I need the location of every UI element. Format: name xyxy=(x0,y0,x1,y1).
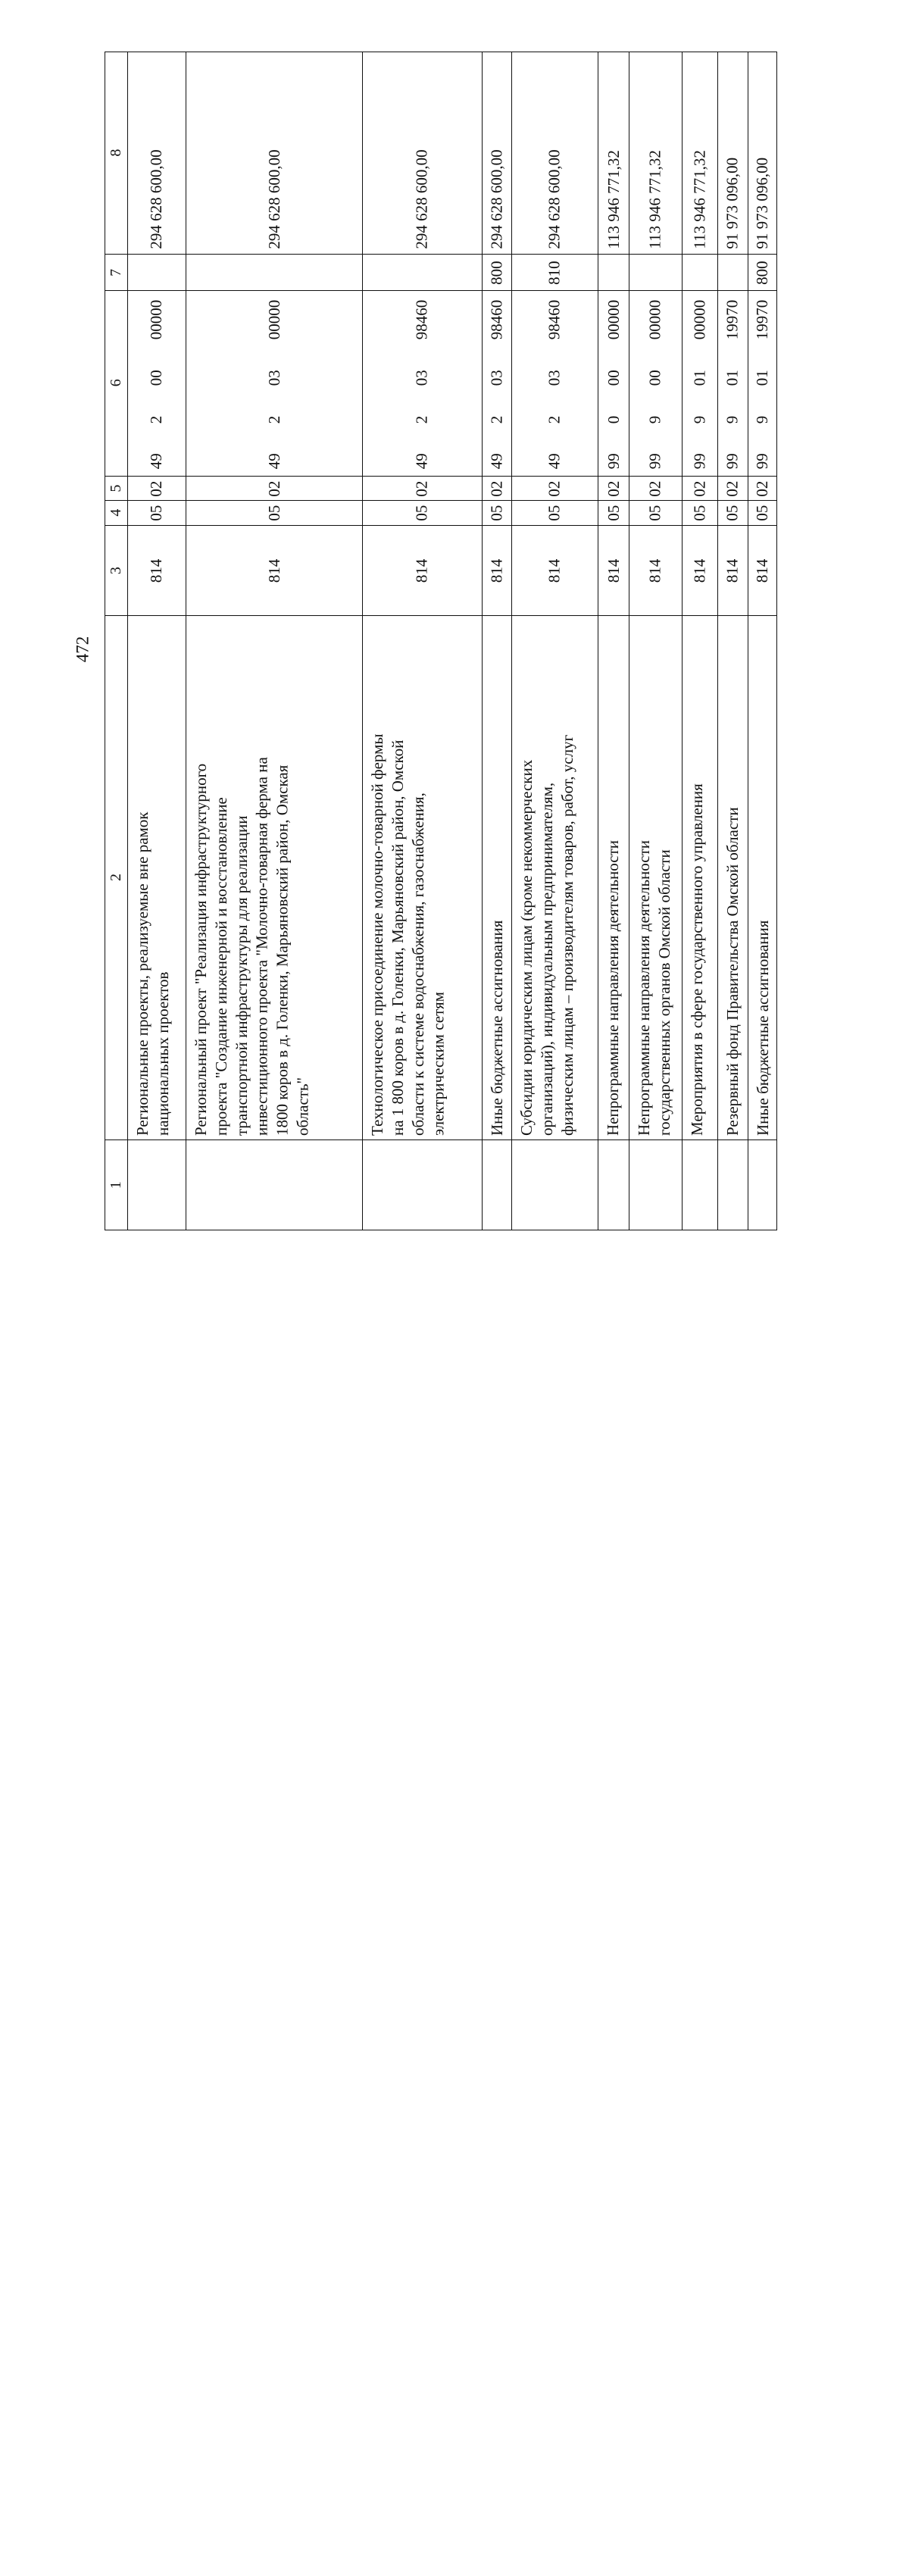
code-value: 814 xyxy=(413,558,432,583)
row-text-line: Иные бюджетные ассигнования xyxy=(753,920,772,1136)
code-value: 814 xyxy=(723,558,742,583)
row-0-col-5 xyxy=(128,476,186,501)
row-8-col-6 xyxy=(718,291,748,476)
row-5-col-3 xyxy=(598,525,629,615)
header-label: 2 xyxy=(108,874,125,882)
code-value: 05 xyxy=(646,505,665,521)
row-text-line: государственных органов Омской области xyxy=(655,849,674,1136)
header-cell-7 xyxy=(105,254,128,291)
classifier-segment: 00000 xyxy=(264,300,283,340)
code-value: 814 xyxy=(147,558,166,583)
header-cell-2 xyxy=(105,615,128,1140)
amount-value: 294 628 600,00 xyxy=(545,149,564,249)
header-cell-1 xyxy=(105,1140,128,1230)
row-3-col-1 xyxy=(482,1140,511,1230)
row-7-col-1 xyxy=(682,1140,717,1230)
classifier-segment: 9 xyxy=(646,415,665,424)
classifier-segment: 2 xyxy=(545,415,564,424)
classifier-segment: 49 xyxy=(413,453,432,470)
row-8-col-5 xyxy=(718,476,748,501)
row-3-col-3 xyxy=(482,525,511,615)
row-2-col-7 xyxy=(363,254,482,291)
row-2-col-1 xyxy=(363,1140,482,1230)
row-5-col-1 xyxy=(598,1140,629,1230)
classifier-segment: 01 xyxy=(752,370,771,386)
row-4-col-5 xyxy=(512,476,598,501)
classifier-segment: 19970 xyxy=(723,300,742,340)
classifier-segment: 00 xyxy=(147,370,166,386)
code-value: 02 xyxy=(604,480,623,496)
row-1-col-1 xyxy=(186,1140,363,1230)
row-2-col-6 xyxy=(363,291,482,476)
code-value: 05 xyxy=(413,505,432,521)
row-6-col-6 xyxy=(629,291,682,476)
classifier-segment: 00000 xyxy=(604,300,623,340)
row-2-col-3 xyxy=(363,525,482,615)
row-1-col-5 xyxy=(186,476,363,501)
classifier-segment: 01 xyxy=(723,370,742,386)
header-cell-5 xyxy=(105,476,128,501)
row-1-col-3 xyxy=(186,525,363,615)
row-text-line: Субсидии юридическим лицам (кроме некоммерческих xyxy=(517,759,536,1136)
code-value: 02 xyxy=(723,480,742,496)
classifier-segment: 49 xyxy=(264,453,283,470)
classifier-segment: 2 xyxy=(264,415,283,424)
classifier-segment: 00000 xyxy=(646,300,665,340)
row-1-col-7 xyxy=(186,254,363,291)
classifier-segment: 9 xyxy=(723,415,742,424)
row-9-col-6 xyxy=(748,291,776,476)
row-0-col-1 xyxy=(128,1140,186,1230)
row-4-col-7 xyxy=(512,254,598,291)
row-5-col-5 xyxy=(598,476,629,501)
row-8-col-4 xyxy=(718,501,748,526)
row-4-col-4 xyxy=(512,501,598,526)
amount-value: 294 628 600,00 xyxy=(413,149,432,249)
code-value: 800 xyxy=(487,260,506,285)
header-cell-6 xyxy=(105,291,128,476)
row-0-col-8 xyxy=(128,52,186,255)
row-5-col-4 xyxy=(598,501,629,526)
classifier-segment: 01 xyxy=(690,370,709,386)
amount-value: 294 628 600,00 xyxy=(487,149,506,249)
classifier-segment: 00 xyxy=(604,370,623,386)
row-7-col-2 xyxy=(682,615,717,1140)
code-value: 05 xyxy=(604,505,623,521)
classifier-segment: 98460 xyxy=(545,300,564,340)
row-2-col-8 xyxy=(363,52,482,255)
header-label: 3 xyxy=(108,566,125,574)
row-text-line: национальных проектов xyxy=(153,971,172,1136)
row-9-col-8 xyxy=(748,52,776,255)
row-2-col-2 xyxy=(363,615,482,1140)
row-9-col-2 xyxy=(748,615,776,1140)
header-label: 5 xyxy=(108,484,125,492)
code-value: 02 xyxy=(413,480,432,496)
row-text-line: 1800 коров в д. Голенки, Марьяновский район, Омская xyxy=(273,764,292,1136)
header-cell-4 xyxy=(105,501,128,526)
row-6-col-7 xyxy=(629,254,682,291)
row-4-col-2 xyxy=(512,615,598,1140)
code-value: 05 xyxy=(264,505,283,521)
code-value: 02 xyxy=(646,480,665,496)
code-value: 814 xyxy=(264,558,283,583)
row-text-line: Технологическое присоединение молочно-товарной фермы xyxy=(368,733,387,1136)
row-1-col-8 xyxy=(186,52,363,255)
row-text-line: физическим лицам – производителям товаров, работ, услуг xyxy=(558,734,576,1136)
classifier-segment: 99 xyxy=(646,453,665,470)
row-8-col-3 xyxy=(718,525,748,615)
row-1-col-4 xyxy=(186,501,363,526)
header-label: 6 xyxy=(108,380,125,388)
row-text-line: Иные бюджетные ассигнования xyxy=(487,920,506,1136)
code-value: 814 xyxy=(646,558,665,583)
row-text-line: область" xyxy=(292,1077,311,1136)
amount-value: 294 628 600,00 xyxy=(147,149,166,249)
code-value: 05 xyxy=(752,505,771,521)
row-6-col-8 xyxy=(629,52,682,255)
code-value: 814 xyxy=(690,558,709,583)
row-3-col-4 xyxy=(482,501,511,526)
row-0-col-6 xyxy=(128,291,186,476)
code-value: 02 xyxy=(264,480,283,496)
classifier-segment: 9 xyxy=(690,415,709,424)
row-7-col-5 xyxy=(682,476,717,501)
row-text-line: Резервный фонд Правительства Омской области xyxy=(723,807,742,1136)
row-0-col-4 xyxy=(128,501,186,526)
row-text-line: организаций), индивидуальным предпринимателям, xyxy=(538,782,557,1136)
classifier-segment: 99 xyxy=(752,453,771,470)
row-4-col-8 xyxy=(512,52,598,255)
code-value: 05 xyxy=(147,505,166,521)
row-1-col-2 xyxy=(186,615,363,1140)
classifier-segment: 99 xyxy=(604,453,623,470)
classifier-segment: 49 xyxy=(545,453,564,470)
header-label: 7 xyxy=(108,268,125,277)
row-0-col-7 xyxy=(128,254,186,291)
classifier-segment: 99 xyxy=(723,453,742,470)
row-7-col-6 xyxy=(682,291,717,476)
classifier-segment: 2 xyxy=(413,415,432,424)
row-3-col-2 xyxy=(482,615,511,1140)
row-8-col-7 xyxy=(718,254,748,291)
row-text-line: Региональный проект "Реализация инфраструктурного xyxy=(191,763,210,1136)
row-6-col-5 xyxy=(629,476,682,501)
classifier-segment: 49 xyxy=(147,453,166,470)
row-5-col-2 xyxy=(598,615,629,1140)
classifier-segment: 19970 xyxy=(752,300,771,340)
row-3-col-7 xyxy=(482,254,511,291)
row-text-line: Региональные проекты, реализуемые вне рамок xyxy=(133,811,152,1136)
row-0-col-3 xyxy=(128,525,186,615)
row-9-col-5 xyxy=(748,476,776,501)
row-2-col-4 xyxy=(363,501,482,526)
code-value: 02 xyxy=(690,480,709,496)
row-7-col-4 xyxy=(682,501,717,526)
row-9-col-3 xyxy=(748,525,776,615)
row-3-col-8 xyxy=(482,52,511,255)
row-4-col-6 xyxy=(512,291,598,476)
classifier-segment: 03 xyxy=(264,370,283,386)
row-7-col-7 xyxy=(682,254,717,291)
row-text-line: области к системе водоснабжения, газоснабжения, xyxy=(409,792,428,1136)
classifier-segment: 99 xyxy=(690,453,709,470)
row-8-col-1 xyxy=(718,1140,748,1230)
classifier-segment: 2 xyxy=(147,415,166,424)
row-6-col-3 xyxy=(629,525,682,615)
row-text-line: транспортной инфраструктуры для реализации xyxy=(232,815,251,1136)
row-text-line: на 1 800 коров в д. Голенки, Марьяновский район, Омской xyxy=(389,739,408,1136)
row-3-col-5 xyxy=(482,476,511,501)
code-value: 02 xyxy=(147,480,166,496)
header-label: 8 xyxy=(108,148,125,157)
code-value: 05 xyxy=(723,505,742,521)
page-number: 472 xyxy=(73,636,92,663)
amount-value: 294 628 600,00 xyxy=(264,149,283,249)
row-8-col-8 xyxy=(718,52,748,255)
classifier-segment: 98460 xyxy=(487,300,506,340)
classifier-segment: 03 xyxy=(545,370,564,386)
row-6-col-1 xyxy=(629,1140,682,1230)
row-8-col-2 xyxy=(718,615,748,1140)
row-7-col-8 xyxy=(682,52,717,255)
code-value: 810 xyxy=(545,260,564,285)
header-cell-3 xyxy=(105,525,128,615)
header-label: 4 xyxy=(108,509,125,517)
row-9-col-7 xyxy=(748,254,776,291)
row-9-col-4 xyxy=(748,501,776,526)
row-text-line: Непрограммные направления деятельности xyxy=(635,839,654,1136)
row-6-col-2 xyxy=(629,615,682,1140)
code-value: 05 xyxy=(487,505,506,521)
code-value: 02 xyxy=(545,480,564,496)
classifier-segment: 00000 xyxy=(147,300,166,340)
amount-value: 91 973 096,00 xyxy=(752,157,771,249)
code-value: 02 xyxy=(487,480,506,496)
row-text-line: инвестиционного проекта "Молочно-товарная ферма на xyxy=(252,757,271,1136)
classifier-segment: 2 xyxy=(487,415,506,424)
code-value: 814 xyxy=(604,558,623,583)
row-5-col-6 xyxy=(598,291,629,476)
classifier-segment: 98460 xyxy=(413,300,432,340)
amount-value: 113 946 771,32 xyxy=(690,150,709,249)
row-0-col-2 xyxy=(128,615,186,1140)
row-text-line: электрическим сетям xyxy=(430,991,448,1136)
classifier-segment: 00 xyxy=(646,370,665,386)
classifier-segment: 00000 xyxy=(690,300,709,340)
code-value: 814 xyxy=(752,558,771,583)
budget-table xyxy=(105,52,777,1230)
row-4-col-1 xyxy=(512,1140,598,1230)
row-text-line: проекта "Создание инженерной и восстановление xyxy=(211,797,230,1136)
classifier-segment: 03 xyxy=(487,370,506,386)
row-4-col-3 xyxy=(512,525,598,615)
row-text-line: Непрограммные направления деятельности xyxy=(603,839,622,1136)
row-1-col-6 xyxy=(186,291,363,476)
row-7-col-3 xyxy=(682,525,717,615)
amount-value: 91 973 096,00 xyxy=(723,157,742,249)
code-value: 05 xyxy=(545,505,564,521)
row-6-col-4 xyxy=(629,501,682,526)
code-value: 800 xyxy=(752,260,771,285)
classifier-segment: 03 xyxy=(413,370,432,386)
classifier-segment: 49 xyxy=(487,453,506,470)
row-5-col-7 xyxy=(598,254,629,291)
row-3-col-6 xyxy=(482,291,511,476)
code-value: 814 xyxy=(545,558,564,583)
row-9-col-1 xyxy=(748,1140,776,1230)
header-label: 1 xyxy=(108,1180,125,1189)
classifier-segment: 0 xyxy=(604,415,623,424)
row-5-col-8 xyxy=(598,52,629,255)
header-cell-8 xyxy=(105,52,128,255)
amount-value: 113 946 771,32 xyxy=(604,150,623,249)
row-text-line: Мероприятия в сфере государственного управления xyxy=(687,783,706,1136)
amount-value: 113 946 771,32 xyxy=(646,150,665,249)
code-value: 02 xyxy=(752,480,771,496)
code-value: 814 xyxy=(487,558,506,583)
code-value: 05 xyxy=(690,505,709,521)
row-2-col-5 xyxy=(363,476,482,501)
classifier-segment: 9 xyxy=(752,415,771,424)
